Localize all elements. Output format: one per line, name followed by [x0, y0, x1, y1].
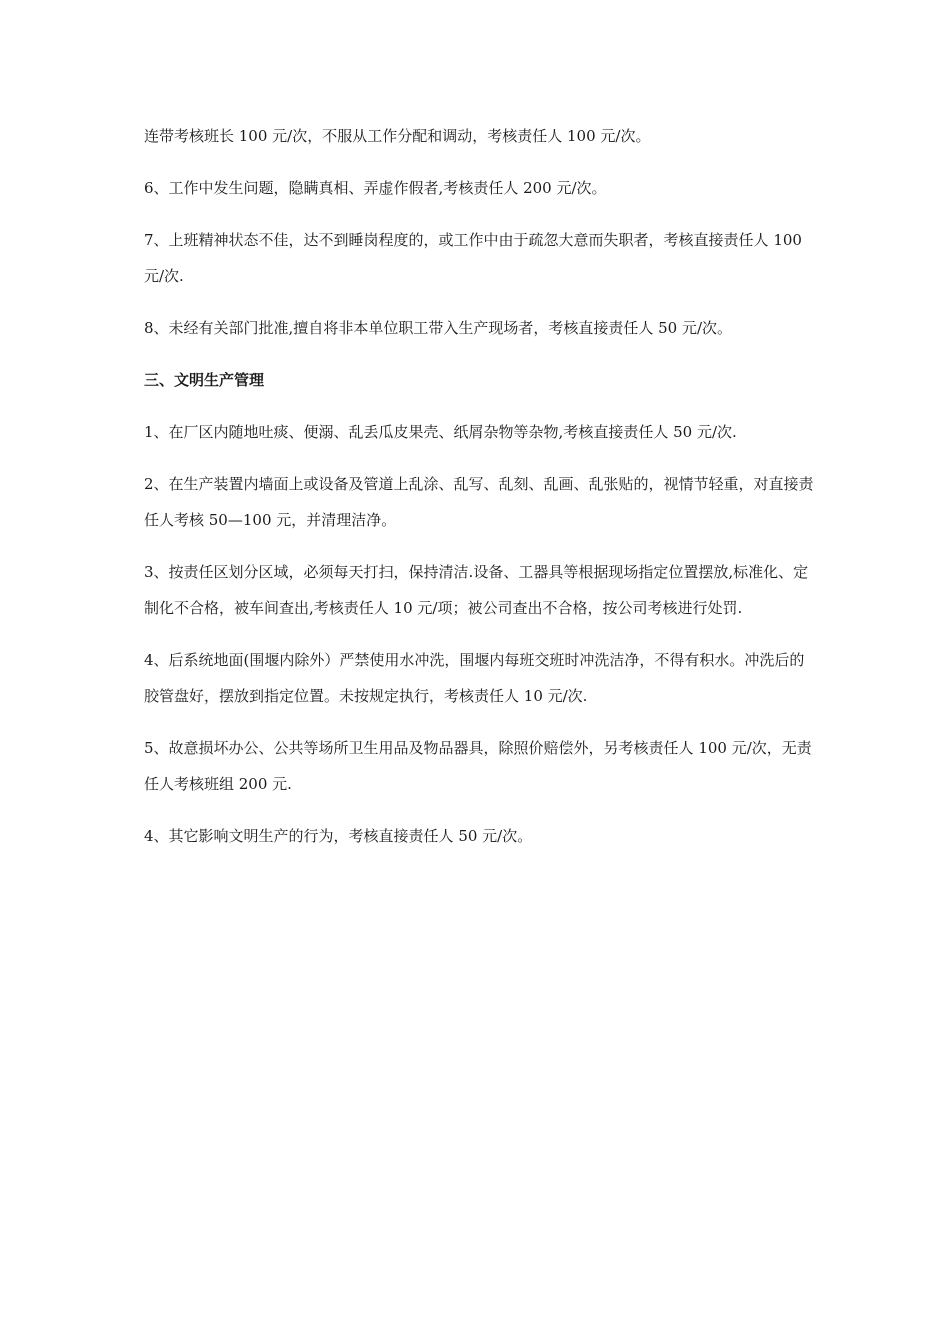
- section-paragraph-1: 1、在厂区内随地吐痰、便溺、乱丢瓜皮果壳、纸屑杂物等杂物,考核直接责任人 50 元/次.: [144, 423, 737, 441]
- paragraph-item-7: 7、上班精神状态不佳，达不到睡岗程度的，或工作中由于疏忽大意而失职者，考核直接责任人 100 元/次.: [144, 231, 802, 285]
- section-paragraph-5: 5、故意损坏办公、公共等场所卫生用品及物品器具，除照价赔偿外，另考核责任人 100 元/次，无责任人考核班组 200 元.: [144, 739, 812, 793]
- section-heading: 三、文明生产管理: [144, 371, 265, 389]
- paragraph-continuation: 连带考核班长 100 元/次，不服从工作分配和调动，考核责任人 100 元/次。: [144, 127, 651, 145]
- section-paragraph-3: 3、按责任区划分区域，必须每天打扫，保持清洁.设备、工器具等根据现场指定位置摆放,标准化、定制化不合格，被车间查出,考核责任人 10 元/项；被公司查出不合格，按公司考核进行处罚.: [144, 563, 809, 617]
- paragraph-item-8: 8、未经有关部门批准,擅自将非本单位职工带入生产现场者，考核直接责任人 50 元/次。: [144, 319, 732, 337]
- section-paragraph-4: 4、后系统地面(围堰内除外）严禁使用水冲洗，围堰内每班交班时冲洗洁净，不得有积水。冲洗后的胶管盘好，摆放到指定位置。未按规定执行，考核责任人 10 元/次.: [144, 651, 805, 705]
- document-page: [144, 118, 814, 854]
- paragraph-item-6: 6、工作中发生问题，隐瞒真相、弄虚作假者,考核责任人 200 元/次。: [144, 179, 607, 197]
- section-paragraph-2: 2、在生产装置内墙面上或设备及管道上乱涂、乱写、乱刻、乱画、乱张贴的，视情节轻重，对直接责任人考核 50—100 元，并清理洁净。: [144, 475, 814, 529]
- section-paragraph-6: 4、其它影响文明生产的行为，考核直接责任人 50 元/次。: [144, 827, 533, 845]
